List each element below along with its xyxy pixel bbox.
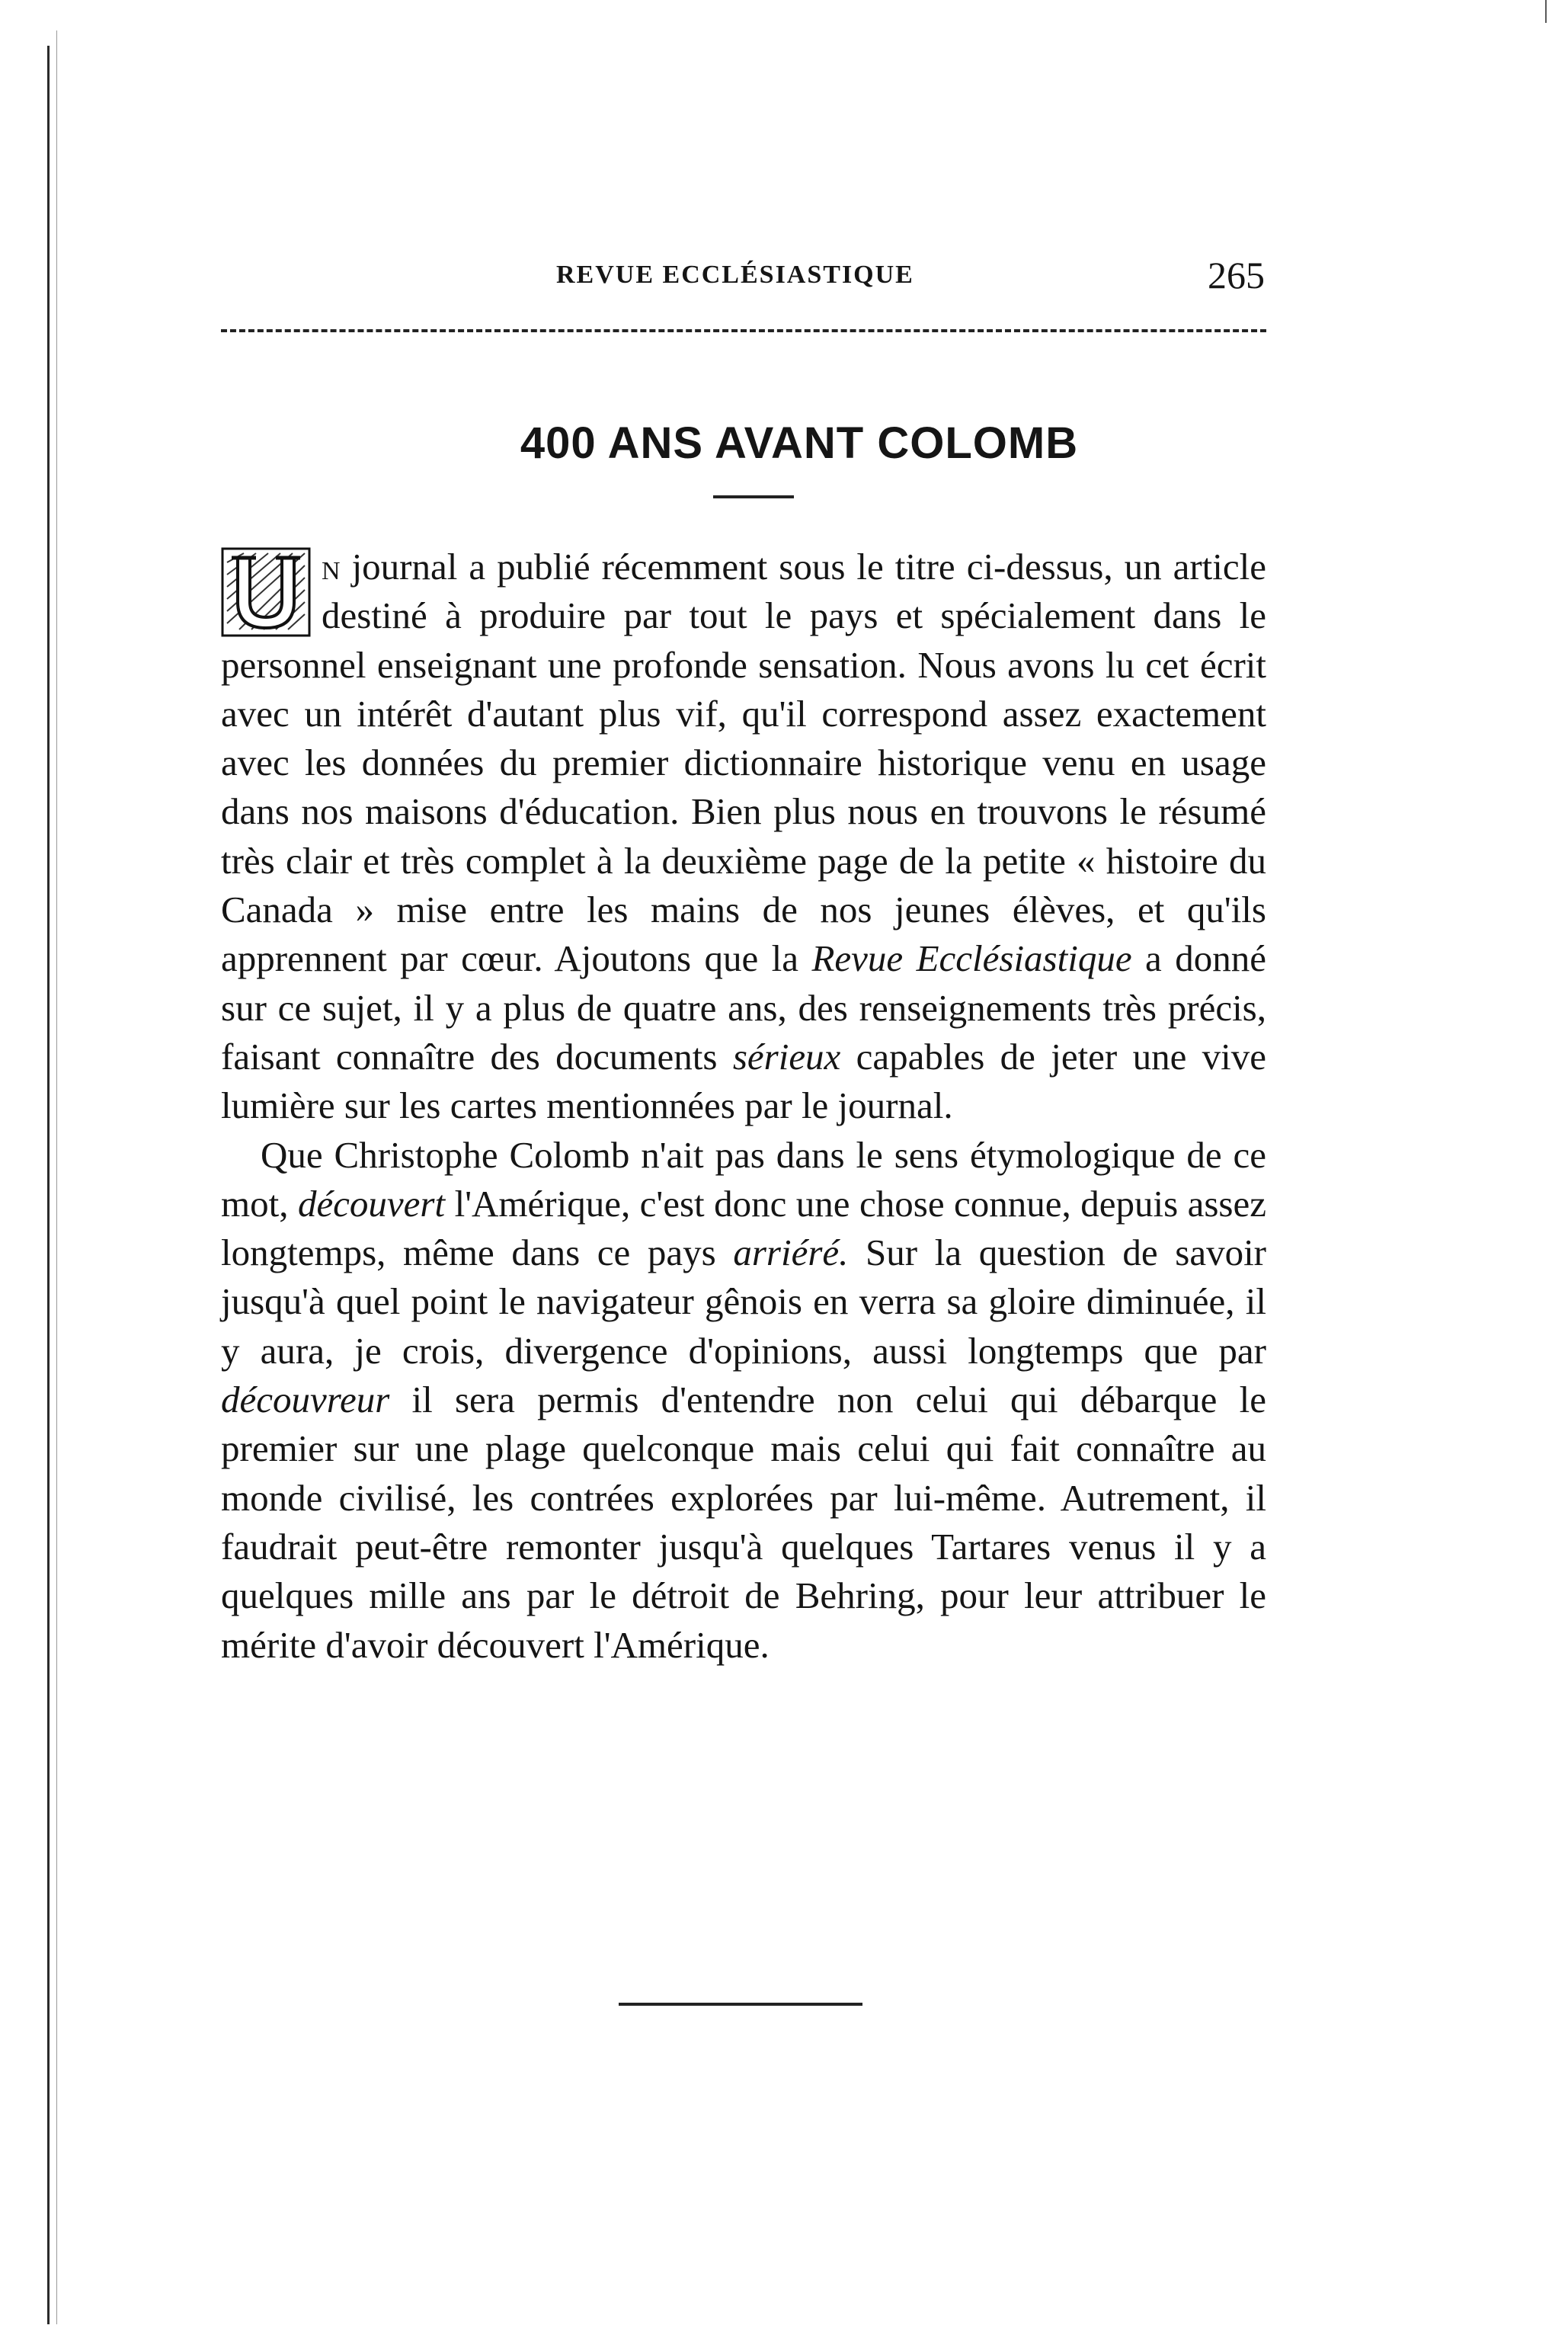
drop-cap-ornament-icon	[221, 547, 311, 637]
paragraph-2-italic-decouvreur: découvreur	[221, 1379, 390, 1421]
page-number: 265	[1208, 254, 1265, 296]
paragraph-2-text-d: il sera permis d'entendre non celui qui débarque le premier sur une plage quelconque mais celui qui fait connaître au monde civilisé, les contrées explorées par lui-même. Autrement, il faudrait peut-être remonter jusqu'à quelques Tartares venus il y a quelques mille ans par le détroit de Behring, pour leur attribuer le mérite d'avoir découvert l'Amérique.	[221, 1379, 1266, 1666]
paragraph-2	[221, 1131, 1266, 1670]
running-title: REVUE ECCLÉSIASTIQUE	[556, 261, 914, 289]
paragraph-1-italic-serieux: sérieux	[732, 1035, 841, 1078]
paragraph-1-text-a: journal a publié récemment sous le titre ci-dessus, un article destiné à produire par tout le pays et spécialement dans le personnel enseignant une profonde sensation. Nous avons lu cet écrit avec un intérêt d'autant plus vif, qu'il correspond assez exactement avec les données du premier dictionnaire historique venu en usage dans nos maisons d'éducation. Bien plus nous en trouvons le résumé très clair et très complet à la deuxième page de la petite « histoire du Canada » mise entre les mains de nos jeunes élèves, et qu'ils apprennent par cœur. Ajoutons que la	[221, 546, 1266, 980]
end-rule	[619, 2003, 862, 2006]
paragraph-1-italic-revue: Revue Ecclésiastique	[811, 937, 1132, 980]
paragraph-1-text-b: a donné sur ce sujet, il y a plus de quatre ans, des renseignements très précis, faisant connaître des documents	[221, 937, 1266, 1078]
paragraph-2-text-b: l'Amérique, c'est donc une chose connue, depuis assez longtemps, même dans ce pays	[221, 1182, 1266, 1274]
paragraph-2-text-a: Que Christophe Colomb n'ait pas dans le sens étymologique de ce mot,	[221, 1133, 1266, 1225]
ornamental-drop-cap	[221, 547, 311, 637]
paragraph-2-text-c: Sur la question de savoir jusqu'à quel point le navigateur gênois en verra sa gloire diminuée, il y aura, je crois, divergence d'opinions, aussi longtemps que par	[221, 1231, 1266, 1372]
paragraph-1	[221, 543, 1266, 1131]
paragraph-1-text-c: capables de jeter une vive lumière sur les cartes mentionnées par le journal.	[221, 1035, 1267, 1127]
article-title: 400 ANS AVANT COLOMB	[520, 418, 1079, 468]
header-rule	[221, 329, 1266, 332]
first-word-rest: n	[322, 546, 341, 588]
scan-binding-edge-faint	[56, 30, 57, 2324]
paragraph-2-italic-arriere: arriéré.	[733, 1231, 849, 1274]
article-body	[221, 543, 1266, 1670]
scan-right-edge-mark	[1545, 0, 1547, 23]
scan-binding-edge	[47, 46, 50, 2324]
title-rule	[713, 495, 794, 498]
running-head	[221, 254, 1265, 303]
paragraph-2-italic-decouvert: découvert	[297, 1182, 446, 1225]
